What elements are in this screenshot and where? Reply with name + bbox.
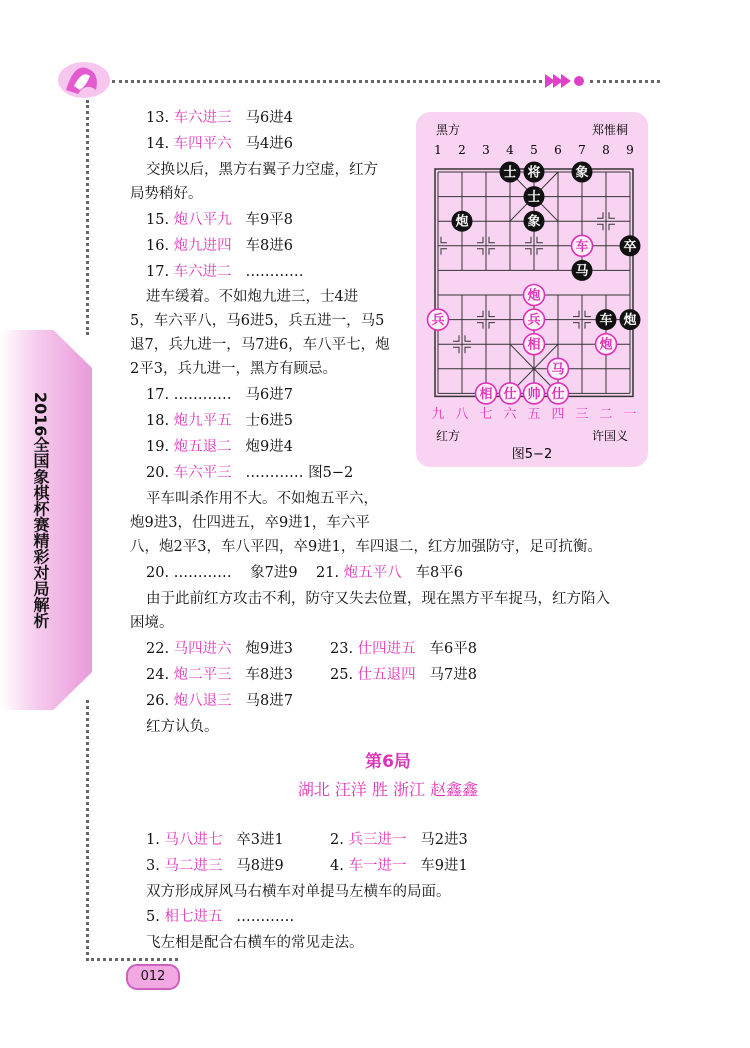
figure-caption: 图5−2 (511, 447, 553, 462)
piece-red (524, 285, 545, 306)
top-file-numbers (434, 143, 634, 157)
file-number-top: 1 (434, 143, 442, 157)
file-number-bottom: 六 (503, 407, 517, 422)
comment-line: 退7，兵九进一，马7进6，车八平七，炮 (130, 337, 390, 353)
svg-text:车: 车 (575, 239, 589, 255)
svg-text:将: 将 (527, 165, 541, 181)
move-line: 14. 车四平六 马4进6 (146, 136, 293, 152)
game-subtitle: 湖北 汪洋 胜 浙江 赵鑫鑫 (297, 780, 479, 799)
chess-flower-logo-icon (56, 60, 112, 100)
piece-black (596, 309, 617, 330)
move-line: 19. 炮五退二 炮9进4 (146, 439, 293, 455)
sidebar-dotted-line (86, 700, 89, 955)
piece-black (620, 309, 641, 330)
move-line: 23. 仕四进五 车6平8 (330, 641, 477, 657)
black-side-label: 黑方 (436, 123, 461, 137)
svg-text:炮: 炮 (599, 337, 613, 353)
file-number-top: 7 (578, 143, 586, 157)
comment-line: 困境。 (130, 615, 174, 631)
svg-text:炮: 炮 (623, 313, 637, 329)
file-number-top: 9 (626, 143, 634, 157)
header-dotted-line (112, 80, 542, 83)
svg-text:仕: 仕 (551, 386, 565, 402)
red-side-label: 红方 (436, 429, 461, 443)
comment-line: 交换以后，黑方右翼子力空虚，红方 (146, 162, 378, 178)
move-line: 24. 炮二平三 车8进3 (146, 667, 293, 683)
page-number: 012 (126, 964, 180, 990)
game-title: 第6局 (365, 752, 411, 772)
svg-text:象: 象 (527, 214, 541, 230)
svg-text:炮: 炮 (455, 214, 469, 230)
svg-text:相: 相 (527, 337, 541, 353)
move-line: 2. 兵三进一 马2进3 (330, 832, 468, 848)
piece-black (572, 162, 593, 183)
comment-line: 平车叫杀作用不大。不如炮五平六， (146, 491, 378, 507)
piece-red (428, 309, 449, 330)
header-arrow-icon (561, 74, 571, 88)
move-line: 22. 马四进六 炮9进3 (146, 641, 293, 657)
svg-text:马: 马 (575, 263, 589, 279)
svg-text:士: 士 (527, 190, 541, 206)
comment-line: 局势稍好。 (130, 186, 203, 202)
piece-black (500, 162, 521, 183)
move-line: 26. 炮八退三 马8进7 (146, 693, 293, 709)
svg-text:士: 士 (503, 165, 517, 181)
svg-text:卒: 卒 (623, 239, 637, 255)
piece-black (524, 211, 545, 232)
move-line: 25. 仕五退四 马7进8 (330, 667, 477, 683)
file-number-bottom: 五 (527, 407, 541, 422)
move-line: 3. 马二进三 马8进9 (146, 858, 284, 874)
comment-line: 进车缓着。不如炮九进三，士4进 (146, 289, 359, 305)
file-number-bottom: 二 (599, 407, 613, 422)
piece-red (572, 235, 593, 256)
file-number-bottom: 一 (623, 407, 637, 422)
piece-red (524, 383, 545, 404)
header-dotted-line-right (590, 80, 660, 83)
piece-black (524, 186, 545, 207)
svg-text:象: 象 (575, 165, 589, 181)
svg-text:车: 车 (599, 313, 613, 329)
move-line: 17. ………… 马6进7 (146, 387, 293, 403)
move-line: 16. 炮九进四 车8进6 (146, 238, 293, 254)
svg-text:帅: 帅 (527, 386, 541, 402)
bottom-file-numbers (431, 406, 636, 422)
red-player-label: 许国义 (591, 429, 628, 443)
sidebar-dotted-line (86, 100, 89, 335)
comment-line: 双方形成屏风马右横车对单提马左横车的局面。 (146, 884, 451, 900)
comment-line: 5，车六平八，马6进5，兵五进一，马5 (130, 313, 385, 329)
svg-text:兵: 兵 (431, 313, 445, 329)
move-line: 1. 马八进七 卒3进1 (146, 832, 284, 848)
piece-black (620, 235, 641, 256)
move-line: 17. 车六进二 ………… (146, 264, 304, 280)
svg-text:仕: 仕 (503, 386, 517, 402)
file-number-bottom: 九 (431, 407, 445, 422)
piece-red (596, 334, 617, 355)
move-line: 20. ………… 象7进9 21. 炮五平八 车8平6 (146, 565, 463, 581)
xiangqi-board (416, 112, 648, 467)
sidebar-book-title: 2016全国象棋杯赛精彩对局解析 (31, 392, 50, 629)
move-line: 5. 相七进五 ………… (146, 909, 295, 925)
black-player-label: 郑惟桐 (591, 123, 628, 137)
comment-line: 八，炮2平3，车八平四，卒9进1，车四退二，红方加强防守，足可抗衡。 (130, 539, 602, 555)
move-line: 13. 车六进三 马6进4 (146, 110, 293, 126)
footer-dotted-line (86, 958, 178, 961)
file-number-top: 8 (602, 143, 610, 157)
piece-red (476, 383, 497, 404)
header-dot-icon (574, 76, 584, 86)
file-number-top: 5 (530, 143, 538, 157)
comment-line: 2平3，兵九进一，黑方有顾忌。 (130, 361, 337, 377)
file-number-bottom: 四 (551, 407, 565, 422)
svg-text:炮: 炮 (527, 288, 541, 304)
comment-line: 由于此前红方攻击不利，防守又失去位置，现在黑方平车捉马，红方陷入 (146, 591, 610, 607)
file-number-top: 3 (482, 143, 490, 157)
move-line: 18. 炮九平五 士6进5 (146, 413, 293, 429)
svg-text:马: 马 (551, 362, 565, 378)
file-number-top: 6 (554, 143, 562, 157)
comment-line: 飞左相是配合右横车的常见走法。 (146, 935, 364, 951)
move-line: 20. 车六平三 ………… 图5−2 (146, 465, 354, 481)
comment-line: 红方认负。 (146, 719, 219, 735)
piece-red (500, 383, 521, 404)
piece-black (524, 162, 545, 183)
file-number-top: 4 (506, 143, 514, 157)
move-line: 4. 车一进一 车9进1 (330, 858, 468, 874)
file-number-bottom: 八 (455, 407, 469, 422)
move-line: 15. 炮八平九 车9平8 (146, 212, 293, 228)
piece-black (572, 260, 593, 281)
piece-red (548, 358, 569, 379)
svg-text:兵: 兵 (527, 313, 541, 329)
piece-black (452, 211, 473, 232)
piece-red (548, 383, 569, 404)
svg-text:相: 相 (479, 386, 493, 402)
piece-red (524, 309, 545, 330)
piece-red (524, 334, 545, 355)
comment-line: 炮9进3，仕四进五，卒9进1，车六平 (130, 515, 370, 531)
file-number-bottom: 七 (479, 407, 493, 422)
file-number-bottom: 三 (575, 407, 589, 422)
file-number-top: 2 (458, 143, 466, 157)
